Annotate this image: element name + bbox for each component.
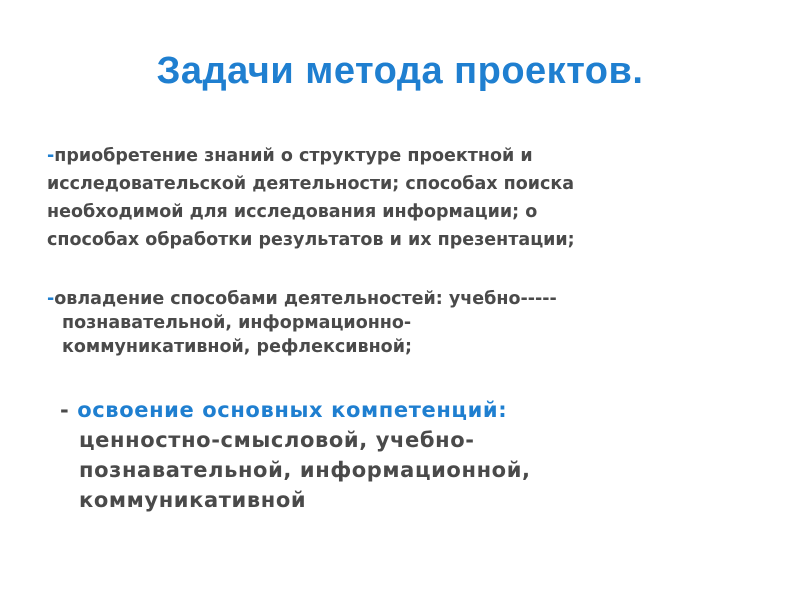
bullet-item-1-line-3: необходимой для исследования информации; о — [47, 202, 538, 222]
bullet-item-3-line-1 — [60, 396, 507, 424]
bullet-item-3-line-3: познавательной, информационной, — [79, 458, 531, 482]
slide-title: Задачи метода проектов. — [156, 50, 644, 92]
bullet-item-3-line-4: коммуникативной — [79, 488, 307, 512]
bullet-item-3-line-2: ценностно-смысловой, учебно- — [79, 428, 475, 452]
bullet-item-1-line-4: способах обработки результатов и их презентации; — [47, 230, 575, 250]
bullet-item-1-line-2: исследовательской деятельности; способах поиска — [47, 174, 575, 194]
bullet-item-2-line-2: познавательной, информационно- — [62, 313, 412, 333]
bullet-text: овладение способами деятельностей: учебно----- — [54, 289, 557, 309]
bullet-text: приобретение знаний о структуре проектной и — [54, 146, 533, 166]
bullet-item-2-line-3: коммуникативной, рефлексивной; — [62, 337, 412, 357]
bullet-dash: - — [47, 289, 55, 309]
bullet-dash: - — [47, 146, 55, 166]
bullet-dash: - — [60, 398, 78, 422]
bullet-item-1-line-1 — [47, 142, 533, 170]
bullet-text: освоение основных компетенций: — [77, 398, 508, 422]
